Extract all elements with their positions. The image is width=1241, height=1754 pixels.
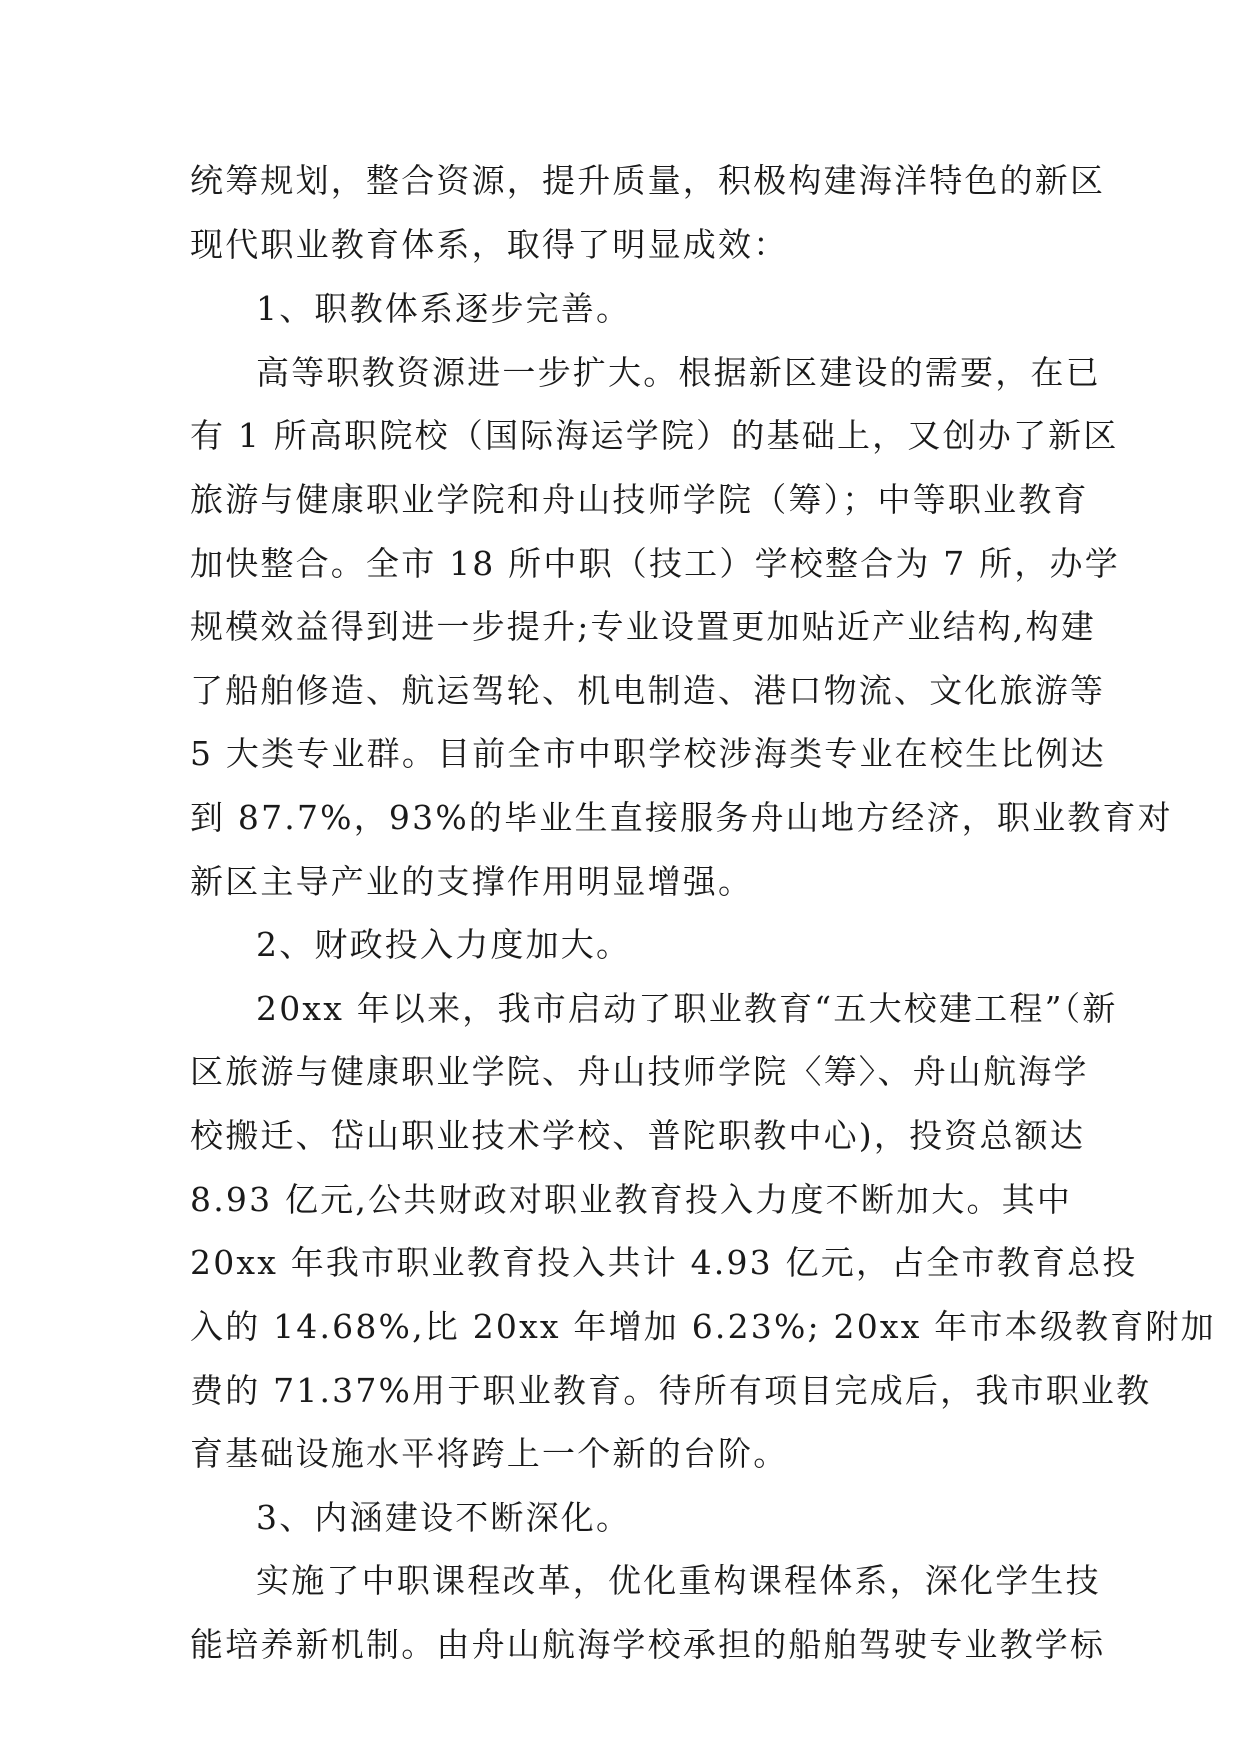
section-heading: 2、财政投入力度加大。 — [256, 925, 632, 964]
text-line: 规模效益得到进一步提升;专业设置更加贴近产业结构,构建 — [190, 607, 1097, 646]
text-line: 到 87.7%，93%的毕业生直接服务舟山地方经济，职业教育对 — [190, 798, 1173, 837]
text-line: 5 大类专业群。目前全市中职学校涉海类专业在校生比例达 — [190, 734, 1106, 773]
text-line: 统筹规划，整合资源，提升质量，积极构建海洋特色的新区 — [190, 161, 1106, 200]
text-line: 20xx 年我市职业教育投入共计 4.93 亿元，占全市教育总投 — [190, 1243, 1138, 1282]
text-line: 有 1 所高职院校（国际海运学院）的基础上，又创办了新区 — [190, 416, 1119, 455]
text-line: 育基础设施水平将跨上一个新的台阶。 — [190, 1434, 789, 1473]
section-heading: 3、内涵建设不断深化。 — [256, 1498, 632, 1537]
text-line: 实施了中职课程改革，优化重构课程体系，深化学生技 — [256, 1561, 1101, 1600]
text-line: 旅游与健康职业学院和舟山技师学院（筹）；中等职业教育 — [190, 480, 1089, 519]
text-line: 加快整合。全市 18 所中职（技工）学校整合为 7 所，办学 — [190, 544, 1120, 583]
text-line: 新区主导产业的支撑作用明显增强。 — [190, 862, 754, 901]
text-line: 20xx 年以来，我市启动了职业教育“五大校建工程”（新 — [256, 989, 1118, 1028]
text-line: 区旅游与健康职业学院、舟山技师学院〈筹〉、舟山航海学 — [190, 1052, 1089, 1091]
text-line: 现代职业教育体系，取得了明显成效： — [190, 225, 789, 264]
text-line: 入的 14.68%,比 20xx 年增加 6.23%; 20xx 年市本级教育附加 — [190, 1307, 1216, 1346]
section-heading: 1、职教体系逐步完善。 — [256, 289, 632, 328]
text-line: 能培养新机制。由舟山航海学校承担的船舶驾驶专业教学标 — [190, 1625, 1106, 1664]
text-line: 校搬迁、岱山职业技术学校、普陀职教中心)，投资总额达 — [190, 1116, 1086, 1155]
text-line: 了船舶修造、航运驾轮、机电制造、港口物流、文化旅游等 — [190, 671, 1106, 710]
text-line: 费的 71.37%用于职业教育。待所有项目完成后，我市职业教 — [190, 1371, 1152, 1410]
text-line: 8.93 亿元,公共财政对职业教育投入力度不断加大。其中 — [190, 1180, 1073, 1219]
text-line: 高等职教资源进一步扩大。根据新区建设的需要，在已 — [256, 353, 1101, 392]
